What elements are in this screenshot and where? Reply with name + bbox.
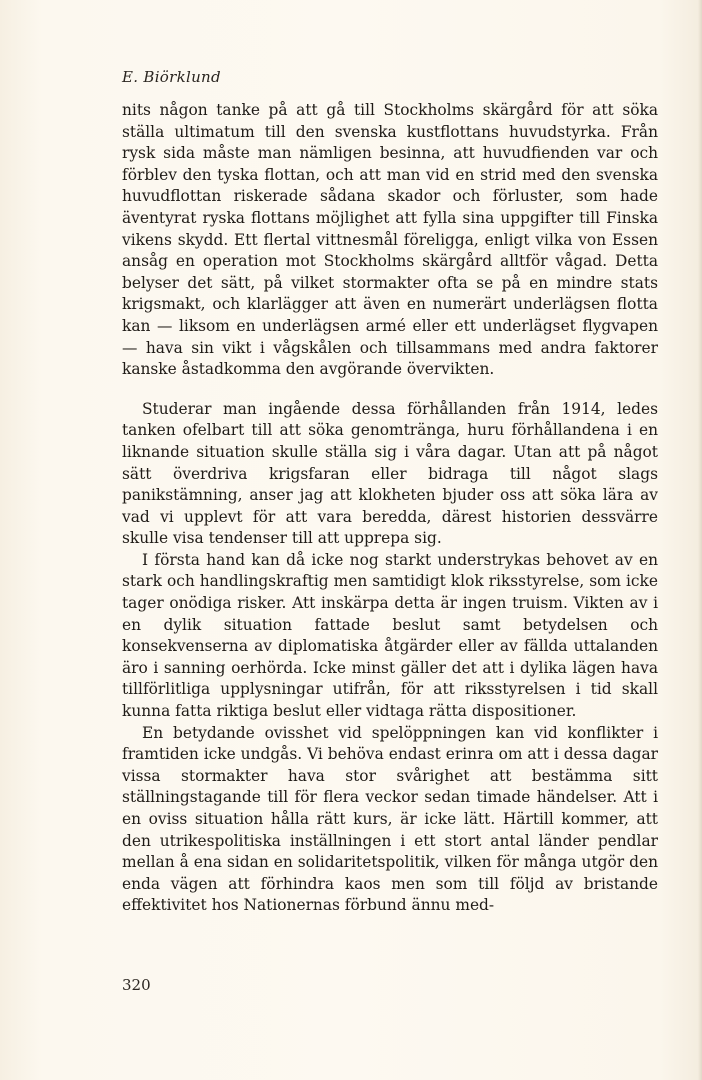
page-edge-shadow xyxy=(698,0,702,1080)
paragraph-4: En betydande ovisshet vid spelöppningen kan vid konflikter i framtiden icke undgås. Vi behöva endast erinra om att i dessa dagar vissa stormakter hava stor svårighet att bestämma sitt ställningstagande till för flera veckor sedan timade händelser. Att i en oviss situation hålla rätt kurs, är icke lätt. Härtill kommer, att den utrikespolitiska inställningen i ett stort antal länder pendlar mellan å ena sidan en solidaritetspolitik, vilken för många utgör den enda vägen att förhindra kaos men som till följd av bristande effektivitet hos Nationernas förbund ännu med- xyxy=(122,723,658,915)
paragraph-2: Studerar man ingående dessa förhållanden från 1914, ledes tanken ofelbart till att söka genomtränga, huru förhållandena i en liknande situation skulle ställa sig i våra dagar. Utan att på något sätt överdriva krigsfaran eller bidraga till något slags panikstämning, anser jag att klokheten bjuder oss att söka lära av vad vi upplevt för att vara beredda, därest historien dessvärre skulle visa tendenser till att upprepa sig. xyxy=(122,399,658,548)
page-number: 320 xyxy=(122,976,151,994)
paragraph-1: nits någon tanke på att gå till Stockholms skärgård för att söka ställa ultimatum till den svenska kustflottans huvudstyrka. Från rysk sida måste man nämligen besinna, att huvudfienden var och förblev den tyska flottan, och att man vid en strid med den svenska huvudflottan riskerade sådana skador och förluster, som hade äventyrat ryska flottans möjlighet att fylla sina uppgifter till Finska vikens skydd. Ett flertal vittnesmål föreligga, enligt vilka von Essen ansåg en operation mot Stockholms skärgård alltför vågad. Detta belyser det sätt, på vilket stormakter ofta se på en mindre stats krigsmakt, och klarlägger att även en numerärt underlägsen flotta kan — liksom en underlägsen armé eller ett underlägset flygvapen — hava sin vikt i vågskålen och tillsammans med andra faktorer kanske åstadkomma den avgörande övervikten. xyxy=(122,101,658,379)
body-text xyxy=(122,100,658,917)
running-head: E. Biörklund xyxy=(122,68,221,86)
paragraph-3: I första hand kan då icke nog starkt understrykas behovet av en stark och handlingskraftig men samtidigt klok riksstyrelse, som icke tager onödiga risker. Att inskärpa detta är ingen truism. Vikten av i en dylik situation fattade beslut samt betydelsen och konsekvenserna av diplomatiska åtgärder eller av fällda uttalanden äro i sanning oerhörda. Icke minst gäller det att i dylika lägen hava tillförlitliga upplysningar utifrån, för att riksstyrelsen i tid skall kunna fatta riktiga beslut eller vidtaga rätta dispositioner. xyxy=(122,550,658,721)
